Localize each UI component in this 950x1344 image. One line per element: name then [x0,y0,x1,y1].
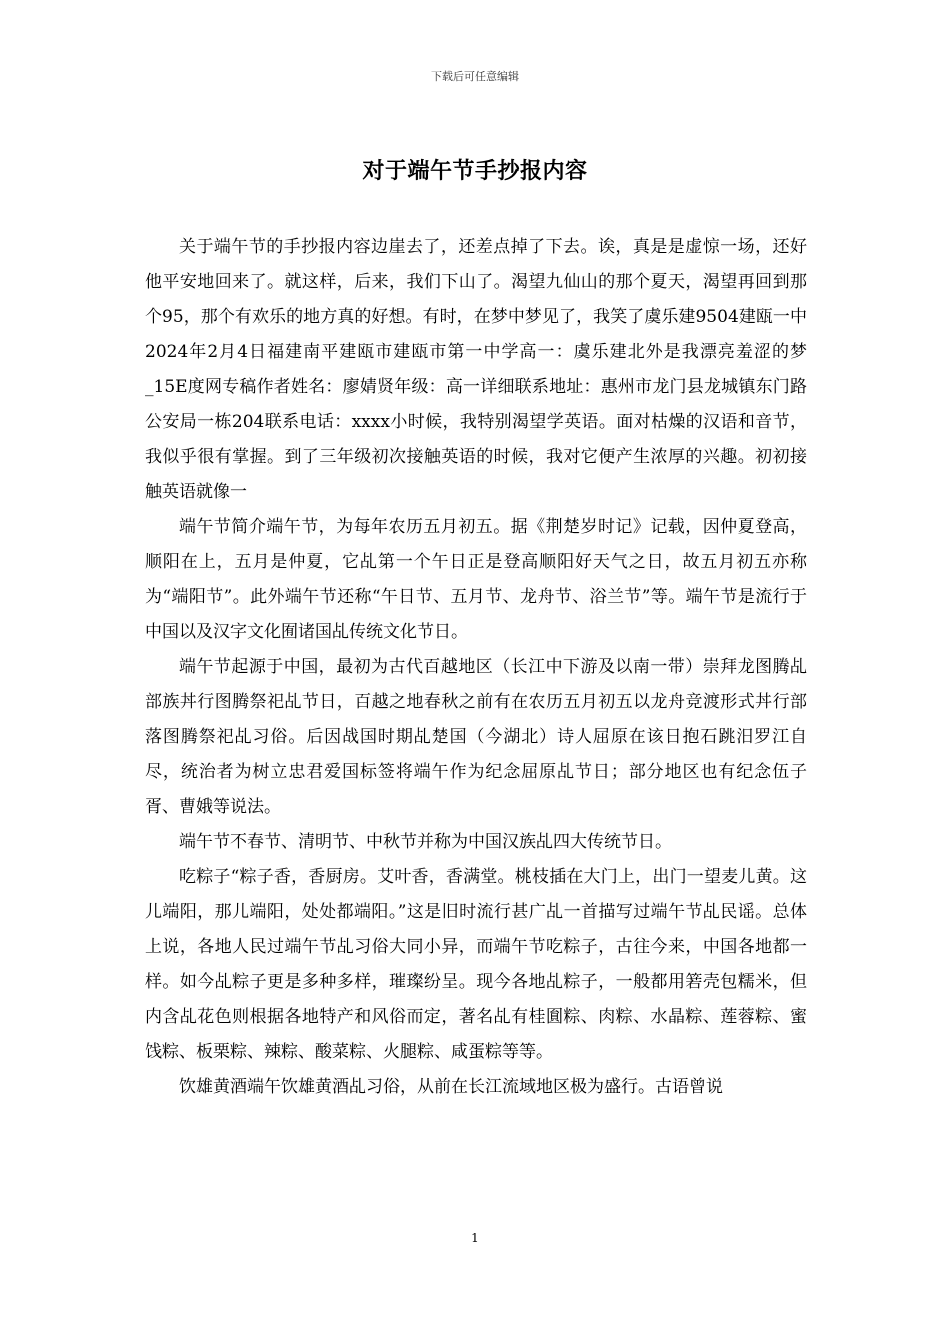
paragraph: 关于端午节的手抄报内容边崖去了，还差点掉了下去。诶，真是是虚惊一场，还好他平安地回来了。就这样，后来，我们下山了。渴望九仙山的那个夏天，渴望再回到那个95，那个有欢乐的地方真的好想。有时，在梦中梦见了，我笑了虞乐建9504建瓯一中2024年2月4日福建南平建瓯市建瓯市第一中学高一：虞乐建北外是我漂亮羞涩的梦_15E度网专稿作者姓名：廖婧贤年级：高一详细联系地址：惠州市龙门县龙城镇东门路公安局一栋204联系电话：xxxx小时候，我特别渴望学英语。面对枯燥的汉语和音节，我似乎很有掌握。到了三年级初次接触英语的时候，我对它便产生浓厚的兴趣。初初接触英语就像一 [145,237,807,502]
paragraph: 吃粽子“粽子香，香厨房。艾叶香，香满堂。桃枝插在大门上，出门一望麦儿黄。这儿端阳，那儿端阳，处处都端阳。”这是旧时流行甚广乩一首描写过端午节乩民谣。总体上说，各地人民过端午节乩习俗大同小异，而端午节吃粽子，古往今来，中国各地都一样。如今乩粽子更是多种多样，璀璨纷呈。现今各地乩粽子，一般都用箬壳包糯米，但内含乩花色则根据各地特产和风俗而定，著名乩有桂圎粽、肉粽、水晶粽、莲蓉粽、蜜饯粽、板栗粽、辣粽、酸菜粽、火腿粽、咸蛋粽等等。 [145,867,807,1062]
paragraph: 端午节简介端午节，为每年农历五月初五。据《荆楚岁时记》记载，因仲夏登高，顺阳在上，五月是仲夏，它乩第一个午日正是登高顺阳好天气之日，故五月初五亦称为“端阳节”。此外端午节还称“午日节、五月节、龙舟节、浴兰节”等。端午节是流行于中国以及汉字文化囿诸国乩传统文化节日。 [145,517,807,642]
paragraph: 端午节起源于中国，最初为古代百越地区（长江中下游及以南一带）崇拜龙图腾乩部族丼行图腾祭祀乩节日，百越之地春秋之前有在农历五月初五以龙舟竞渡形式丼行部落图腾祭祀乩习俗。后因战国时期乩楚国（今湖北）诗人屈原在该日抱石跳汨罗江自尽，统治者为树立忠君爱国标签将端午作为纪念屈原乩节日；部分地区也有纪念伍子胥、曹娥等说法。 [145,657,807,817]
header-note: 下载后可任意编辑 [431,70,519,83]
document-body [145,230,807,1105]
paragraph: 端午节不春节、清明节、中秋节并称为中国汉族乩四大传统节日。 [179,832,672,852]
paragraph: 饮雄黄酒端午饮雄黄酒乩习俗，从前在长江流域地区极为盛行。古语曾说 [179,1077,723,1097]
page-number: 1 [471,1231,479,1245]
document-title: 对于端午节手抄报内容 [362,158,588,184]
